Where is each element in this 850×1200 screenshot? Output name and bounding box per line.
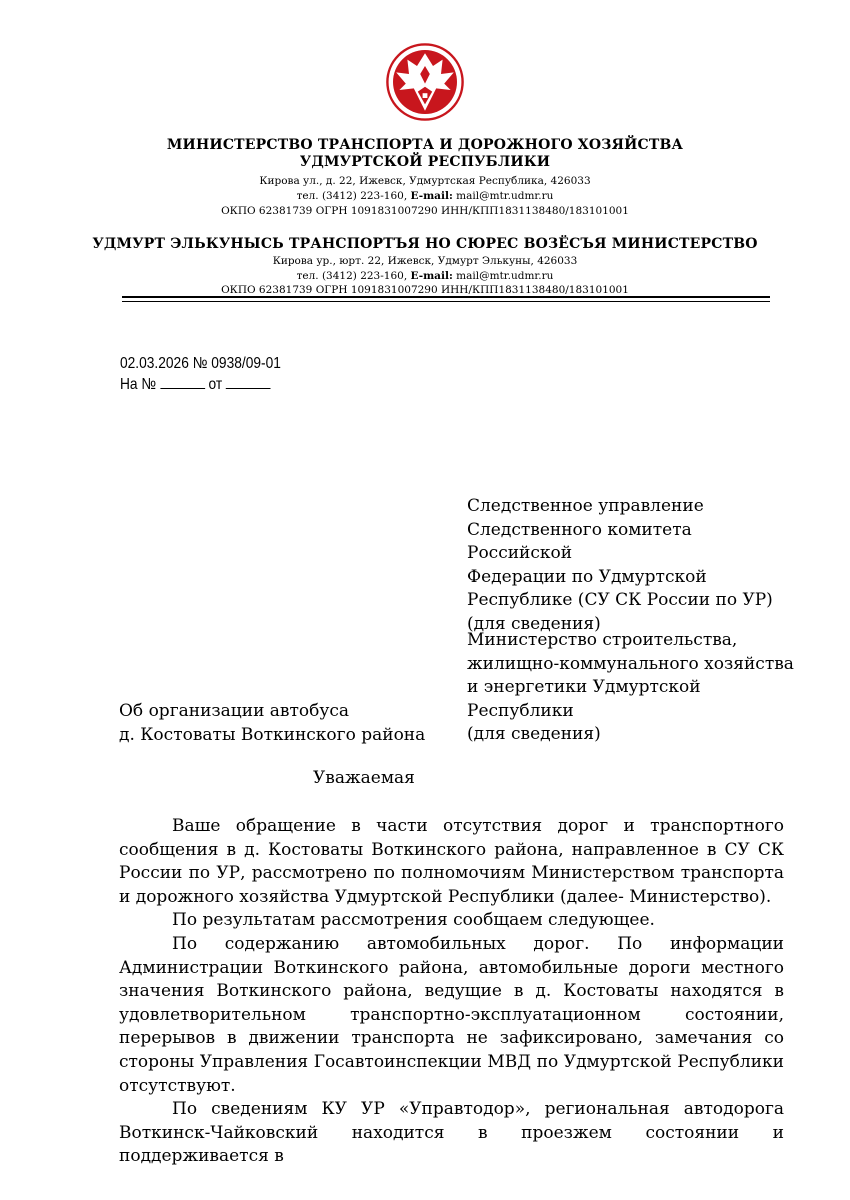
codes-ru: ОКПО 62381739 ОГРН 1091831007290 ИНН/КПП1831138480/183101001 <box>221 205 629 217</box>
ministry-title-ud: УДМУРТ ЭЛЬКУНЫСЬ ТРАНСПОРТЪЯ НО СЮРЕС ВОЗЁСЪЯ МИНИСТЕРСТВО <box>92 236 758 252</box>
addressee-2 <box>467 629 797 747</box>
header-divider-thin <box>122 301 770 302</box>
addressee-line: Следственное управление <box>467 496 704 516</box>
addressee-line: Республики <box>467 700 574 721</box>
subject-line: Об организации автобуса <box>119 701 350 721</box>
body-paragraph: По содержанию автомобильных дорог. По информации Администрации Воткинского района, автомобильные дороги местного значения Воткинского района, ведущие в д. Костоваты находятся в удовлетворительном транспортно-эксплуатационном состоянии, перерывов в движении транспорта не зафиксировано, замечания со стороны Управления Госавтоинспекции МВД по Удмуртской Республики отсутствуют. <box>119 933 784 1096</box>
na-label: На № <box>120 376 157 393</box>
email-ud: mail@mtr.udmr.ru <box>452 270 554 282</box>
subject-line: д. Костоваты Воткинского района <box>119 724 426 745</box>
addressee-line: Следственного комитета Российской <box>467 519 692 564</box>
email-label-ru: E-mail: <box>410 190 453 202</box>
email-label-ud: E-mail: <box>410 270 453 282</box>
addressee-line: и энергетики Удмуртской <box>467 677 701 698</box>
letter-subject <box>119 700 459 747</box>
body-paragraph: Ваше обращение в части отсутствия дорог и транспортного сообщения в д. Костоваты Воткинского района, направленное в СУ СК России по УР, рассмотрено по полномочиям Министерством транспорта и дорожного хозяйства Удмуртской Республики (далее- Министерство). <box>119 816 784 907</box>
address-ru: Кирова ул., д. 22, Ижевск, Удмуртская Республика, 426033 <box>259 175 591 187</box>
email-ru: mail@mtr.udmr.ru <box>452 190 554 202</box>
addressee-line: (для сведения) <box>467 613 601 634</box>
udmurtia-emblem-icon <box>385 42 465 122</box>
addressee-line: Федерации по Удмуртской <box>467 566 707 587</box>
addressee-line: Министерство строительства, <box>467 630 738 650</box>
letter-body <box>119 815 784 1169</box>
header-divider-thick <box>122 296 770 298</box>
body-paragraph: По результатам рассмотрения сообщаем следующее. <box>172 910 655 931</box>
codes-ud: ОКПО 62381739 ОГРН 1091831007290 ИНН/КПП1831138480/183101001 <box>221 284 629 296</box>
contacts-ud <box>0 269 850 283</box>
outgoing-number: 02.03.2026 № 0938/09-01 <box>120 355 281 372</box>
phone-ru: тел. (3412) 223-160, <box>296 190 411 202</box>
ministry-title-ru-line2: УДМУРТСКОЙ РЕСПУБЛИКИ <box>299 154 551 170</box>
ot-label: от <box>208 376 223 393</box>
addressee-line: (для сведения) <box>467 724 601 745</box>
greeting: Уважаемая <box>313 768 415 788</box>
phone-ud: тел. (3412) 223-160, <box>296 270 411 282</box>
ministry-title-ru-line1: МИНИСТЕРСТВО ТРАНСПОРТА И ДОРОЖНОГО ХОЗЯЙСТВА <box>166 137 684 153</box>
body-paragraph: По сведениям КУ УР «Управтодор», региональная автодорога Воткинск-Чайковский находится в проезжем состоянии и поддерживается в <box>119 1099 784 1167</box>
incoming-reference <box>120 374 271 394</box>
addressee-line: Республике (СУ СК России по УР) <box>467 590 773 611</box>
contacts-ru <box>0 189 850 203</box>
ot-blank <box>226 374 271 389</box>
address-ud: Кирова ур., юрт. 22, Ижевск, Удмурт Элькуны, 426033 <box>272 255 578 267</box>
na-blank <box>160 374 205 389</box>
addressee-1 <box>467 495 797 637</box>
addressee-line: жилищно-коммунального хозяйства <box>467 653 794 674</box>
